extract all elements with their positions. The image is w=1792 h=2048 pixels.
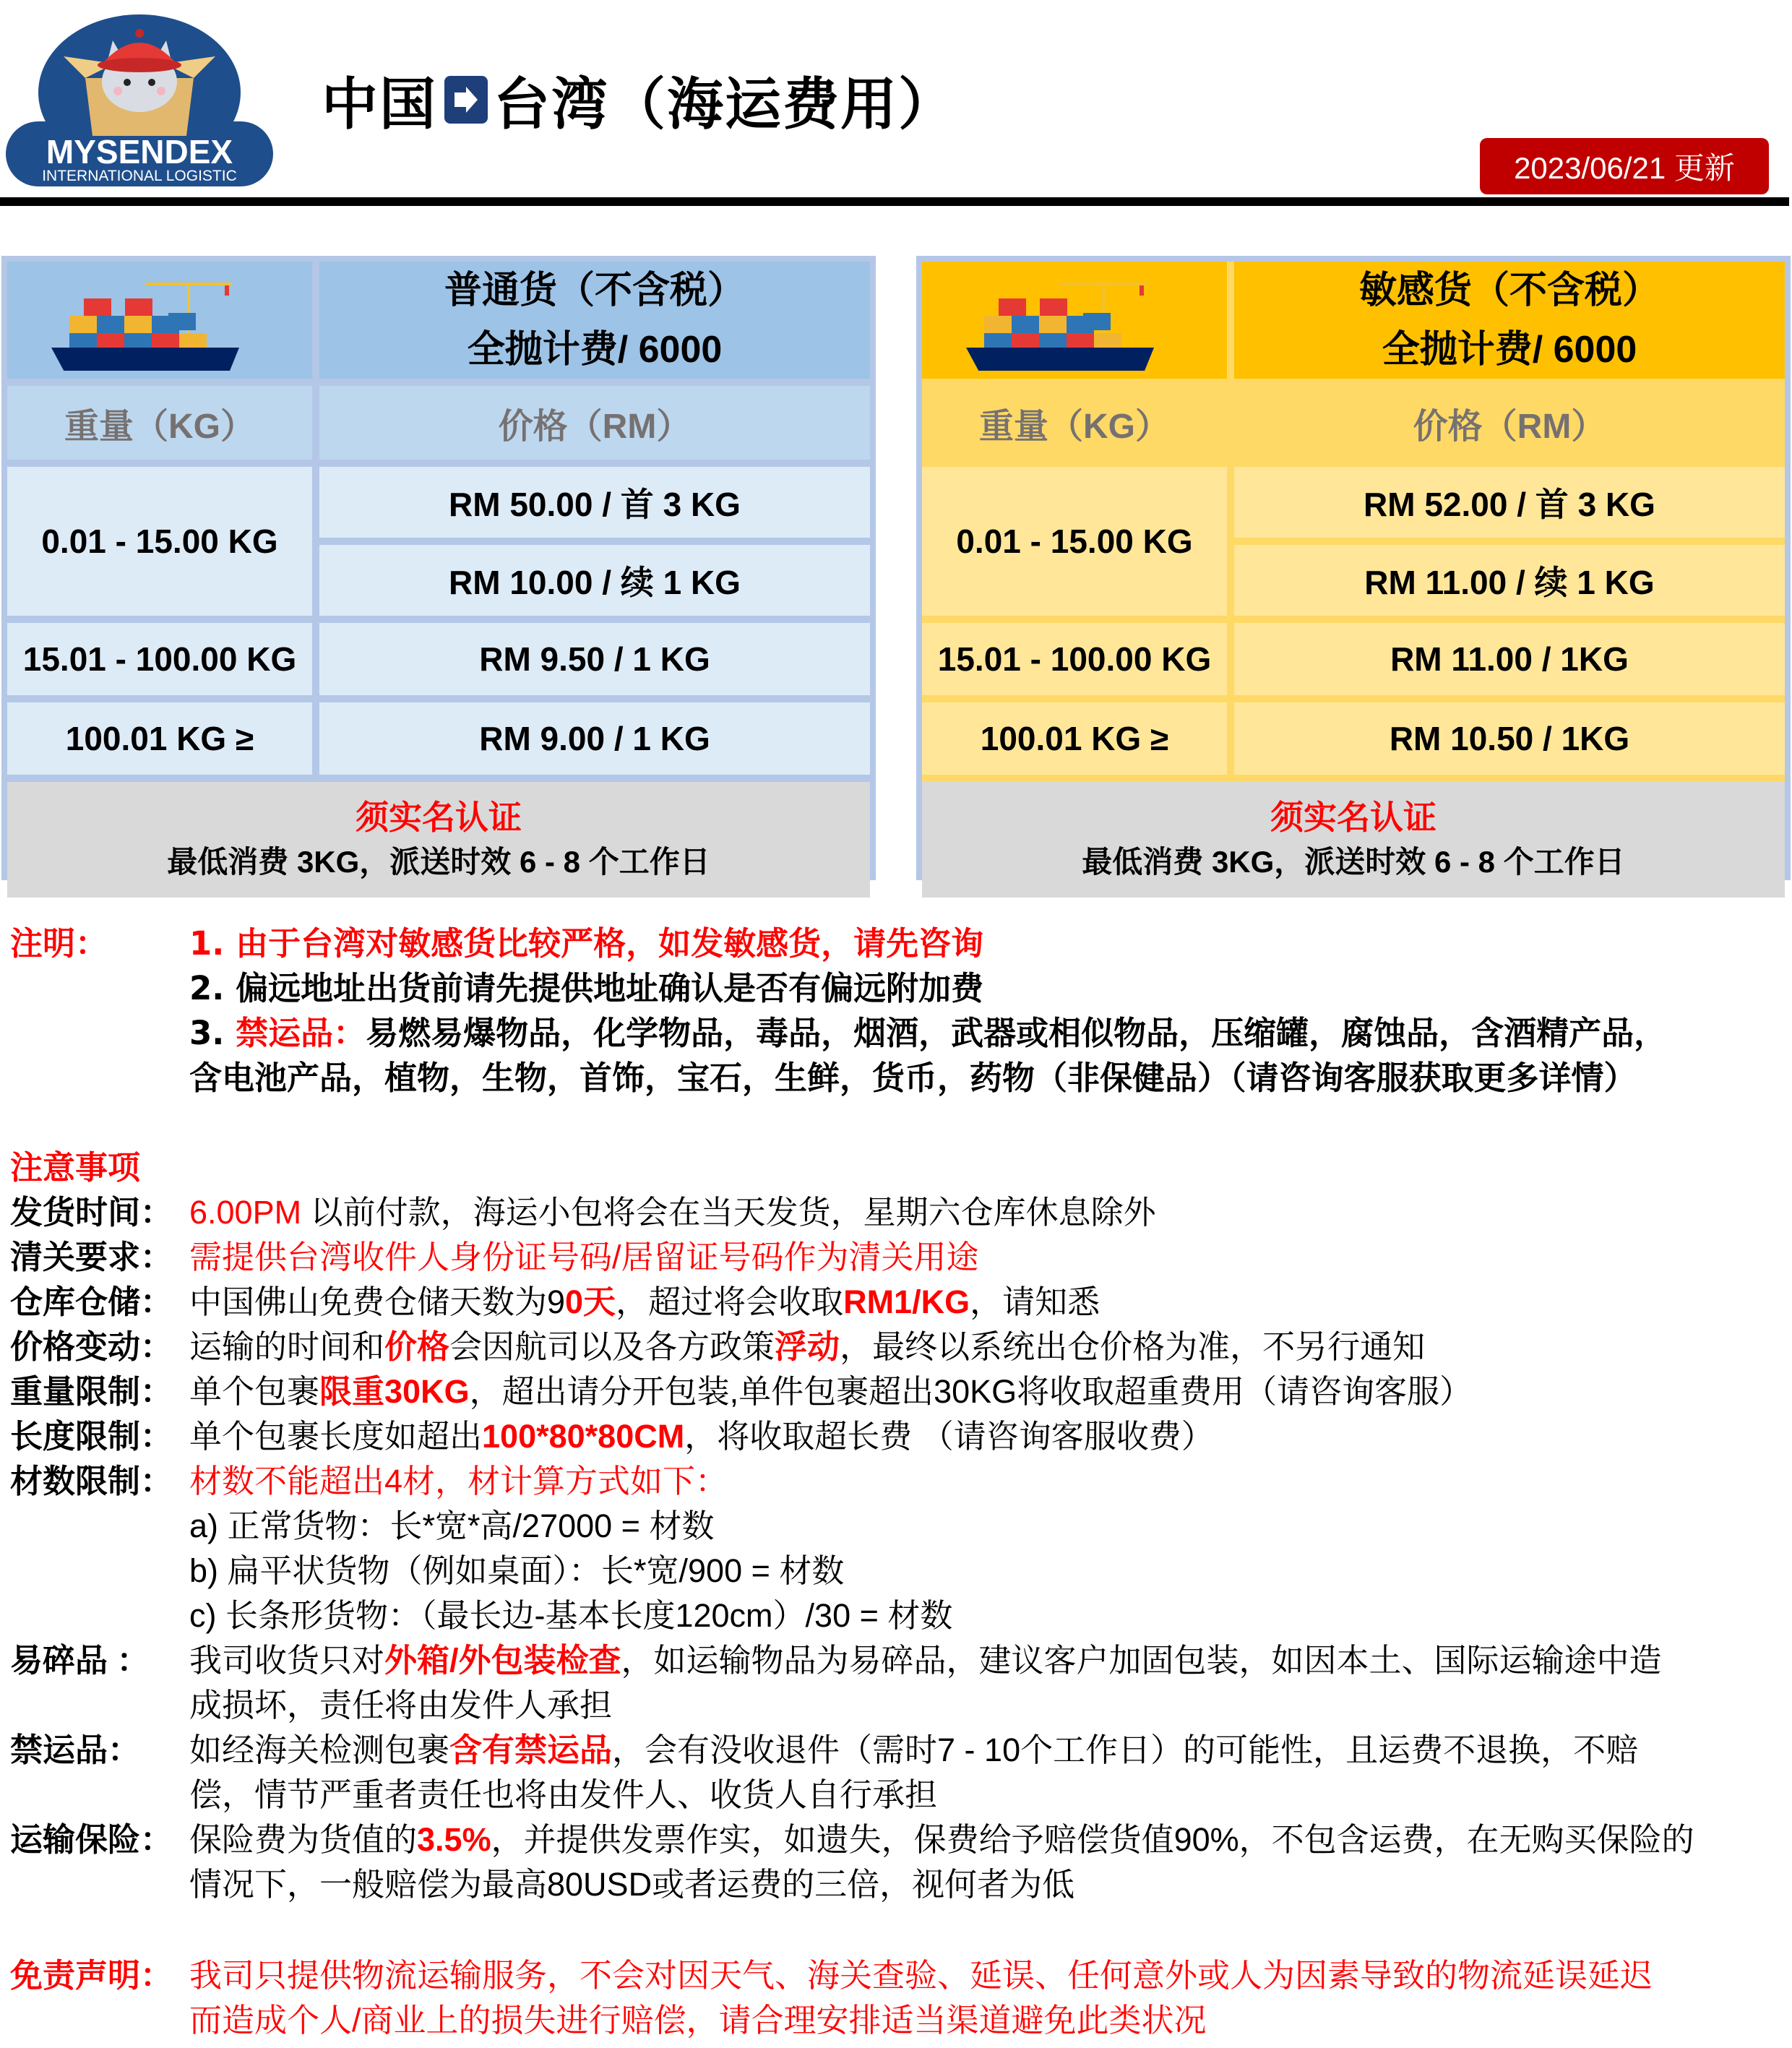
normal-goods-rate-table <box>1 256 876 880</box>
price-additional-weight: RM 11.00 / 续 1 KG <box>1234 545 1785 616</box>
page-title <box>322 64 956 136</box>
notice-storage: 仓库仓储： 中国佛山免费仓储天数为90天，超过将会收取RM1/KG，请知悉 <box>10 1283 1100 1320</box>
remark-item-2: 2. 偏远地址出货前请先提供地址确认是否有偏远附加费 <box>189 969 984 1007</box>
weight-range: 100.01 KG ≥ <box>7 702 312 775</box>
sensitive-goods-title <box>1234 262 1785 379</box>
weight-range: 15.01 - 100.00 KG <box>922 623 1227 695</box>
formula-normal: a) 正常货物：长*宽*高/27000 = 材数 <box>189 1507 715 1544</box>
minimum-charge-delivery-time: 最低消费 3KG，派送时效 6 - 8 个工作日 <box>167 845 710 879</box>
weight-column-header: 重量（KG） <box>922 386 1227 460</box>
update-date-badge: 2023/06/21 更新 <box>1480 138 1769 194</box>
notice-prohibited: 禁运品： 如经海关检测包裹含有禁运品，会有没收退件（需时7 - 10个工作日）的可能性，且运费不退换，不赔 偿，情节严重者责任也将由发件人、收货人自行承担 <box>10 1731 1639 1813</box>
cargo-ship-icon <box>7 262 312 379</box>
price-column-header: 价格（RM） <box>319 386 870 460</box>
weight-column-header: 重量（KG） <box>7 386 312 460</box>
notice-price-change: 价格变动： 运输的时间和价格会因航司以及各方政策浮动，最终以系统出仓价格为准，不另行通知 <box>10 1328 1426 1365</box>
remarks-label: 注明： <box>10 924 108 963</box>
remark-item-1: 1. 由于台湾对敏感货比较严格，如发敏感货，请先咨询 <box>189 924 984 963</box>
weight-range: 100.01 KG ≥ <box>922 702 1227 775</box>
mysendex-logo <box>6 13 273 186</box>
real-name-requirement: 须实名认证 <box>356 799 522 836</box>
remark-item-3: 3. 禁运品：易燃易爆物品，化学物品，毒品，烟酒，武器或相似物品，压缩罐，腐蚀品，含酒精产品， <box>189 1014 1667 1052</box>
price-additional-weight: RM 10.00 / 续 1 KG <box>319 545 870 616</box>
header-divider <box>0 197 1789 206</box>
formula-flat: b) 扁平状货物（例如桌面）：长*宽/900 = 材数 <box>189 1552 845 1589</box>
price-per-kg: RM 11.00 / 1KG <box>1234 623 1785 695</box>
notice-volume-limit: 材数限制： 材数不能超出4材，材计算方式如下： a) 正常货物：长*宽*高/27000 = 材数 b) 扁平状货物（例如桌面）：长*宽/900 = 材数 c) 长条形货物：（最长边-基本长度120cm）/30 = 材数 <box>10 1459 1788 1638</box>
formula-long: c) 长条形货物：（最长边-基本长度120cm）/30 = 材数 <box>189 1597 953 1634</box>
svg-text:MYSENDEX: MYSENDEX <box>46 133 233 171</box>
weight-range: 15.01 - 100.00 KG <box>7 623 312 695</box>
volumetric-divisor: 全抛计费/ 6000 <box>467 329 723 371</box>
prohibited-label: 禁运品： <box>236 1014 366 1052</box>
table-title: 敏感货（不含税） <box>1358 270 1660 311</box>
minimum-charge-delivery-time: 最低消费 3KG，派送时效 6 - 8 个工作日 <box>1082 845 1625 879</box>
title-origin: 中国 <box>322 72 438 137</box>
notice-fragile: 易碎品 ： 我司收货只对外箱/外包装检查，如运输物品为易碎品，建议客户加固包装，如因本土、国际运输途中造 成损坏，责任将由发件人承担 <box>10 1642 1662 1724</box>
notice-ship-time: 发货时间： 6.00PM 以前付款，海运小包将会在当天发货，星期六仓库休息除外 <box>10 1194 1156 1231</box>
normal-goods-title <box>319 262 870 379</box>
remark-item-3-cont: 含电池产品，植物，生物，首饰，宝石，生鲜，货币，药物（非保健品）（请咨询客服获取更多详情） <box>189 1059 1637 1097</box>
table-footer <box>922 782 1785 898</box>
notices-heading: 注意事项 <box>10 1149 141 1186</box>
sensitive-goods-rate-table <box>916 256 1791 880</box>
notice-customs: 清关要求： 需提供台湾收件人身份证号码/居留证号码作为清关用途 <box>10 1239 979 1275</box>
price-first-weight: RM 50.00 / 首 3 KG <box>319 467 870 538</box>
cargo-ship-icon <box>922 262 1227 379</box>
svg-text:INTERNATIONAL LOGISTIC: INTERNATIONAL LOGISTIC <box>42 168 237 184</box>
notice-insurance: 运输保险： 保险费为货值的3.5%，并提供发票作实，如遗失，保费给予赔偿货值90%，不包含运费，在无购买保险的 情况下，一般赔偿为最高80USD或者运费的三倍，视何者为低 <box>10 1821 1694 1903</box>
price-per-kg: RM 10.50 / 1KG <box>1234 702 1785 775</box>
price-per-kg: RM 9.50 / 1 KG <box>319 623 870 695</box>
table-title: 普通货（不含税） <box>444 270 745 311</box>
weight-range: 0.01 - 15.00 KG <box>7 467 312 616</box>
price-column-header: 价格（RM） <box>1234 386 1785 460</box>
real-name-requirement: 须实名认证 <box>1270 799 1436 836</box>
title-destination: 台湾（海运费用） <box>494 72 957 137</box>
price-per-kg: RM 9.00 / 1 KG <box>319 702 870 775</box>
notice-length-limit: 长度限制： 单个包裹长度如超出100*80*80CM，将收取超长费 （请咨询客服收费） <box>10 1418 1214 1455</box>
weight-range: 0.01 - 15.00 KG <box>922 467 1227 616</box>
disclaimer: 免责声明： 我司只提供物流运输服务，不会对因天气、海关查验、延误、任何意外或人为因素导致的物流延误延迟 而造成个人/商业上的损失进行赔偿，请合理安排适当渠道避免此类状况 <box>10 1957 1653 2039</box>
table-footer <box>7 782 870 898</box>
volumetric-divisor: 全抛计费/ 6000 <box>1382 329 1637 371</box>
price-first-weight: RM 52.00 / 首 3 KG <box>1234 467 1785 538</box>
right-arrow-icon <box>444 76 488 124</box>
notice-weight-limit: 重量限制： 单个包裹限重30KG，超出请分开包装,单件包裹超出30KG将收取超重费用（请咨询客服） <box>10 1373 1473 1410</box>
